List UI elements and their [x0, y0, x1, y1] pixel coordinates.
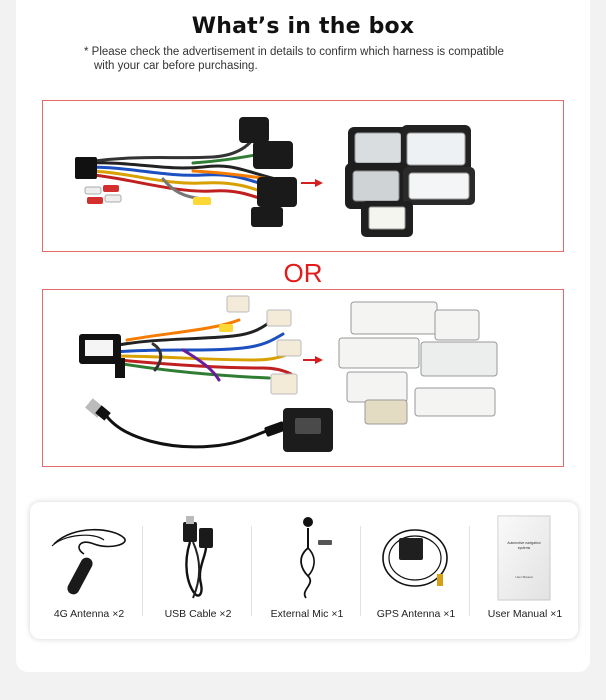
- accessory-label: 4G Antenna ×2: [53, 608, 125, 620]
- antenna-icon: [34, 514, 144, 604]
- accessory-label: GPS Antenna ×1: [376, 608, 456, 620]
- harness-a-image: [43, 101, 563, 251]
- accessory-user-manual: [470, 502, 580, 639]
- gps-antenna-icon: [361, 514, 471, 604]
- note-line-2: with your car before purchasing.: [94, 60, 258, 72]
- accessory-external-mic: [252, 502, 362, 639]
- harness-option-a-panel: [42, 100, 564, 252]
- usb-cable-icon: [143, 514, 253, 604]
- microphone-icon: [252, 514, 362, 604]
- accessories-panel: [30, 502, 578, 639]
- manual-cover-line-3: User Manual: [515, 575, 533, 579]
- note-line-1: * Please check the advertisement in details to confirm which harness is compatible: [84, 46, 504, 58]
- harness-option-b-panel: [42, 289, 564, 467]
- compatibility-note: [84, 45, 554, 73]
- manual-cover-line-2: systems: [517, 546, 531, 550]
- accessory-label: User Manual ×1: [487, 608, 563, 620]
- manual-icon: [470, 514, 580, 604]
- harness-b-image: [43, 290, 563, 466]
- accessory-gps-antenna: [361, 502, 471, 639]
- manual-cover-line-1: Automotive navigation: [507, 541, 541, 545]
- accessory-usb-cable: [143, 502, 253, 639]
- accessory-label: External Mic ×1: [270, 608, 344, 620]
- page-title: What’s in the box: [191, 14, 415, 39]
- accessory-label: USB Cable ×2: [164, 608, 232, 620]
- or-divider: OR: [283, 258, 323, 288]
- accessory-4g-antenna: [34, 502, 144, 639]
